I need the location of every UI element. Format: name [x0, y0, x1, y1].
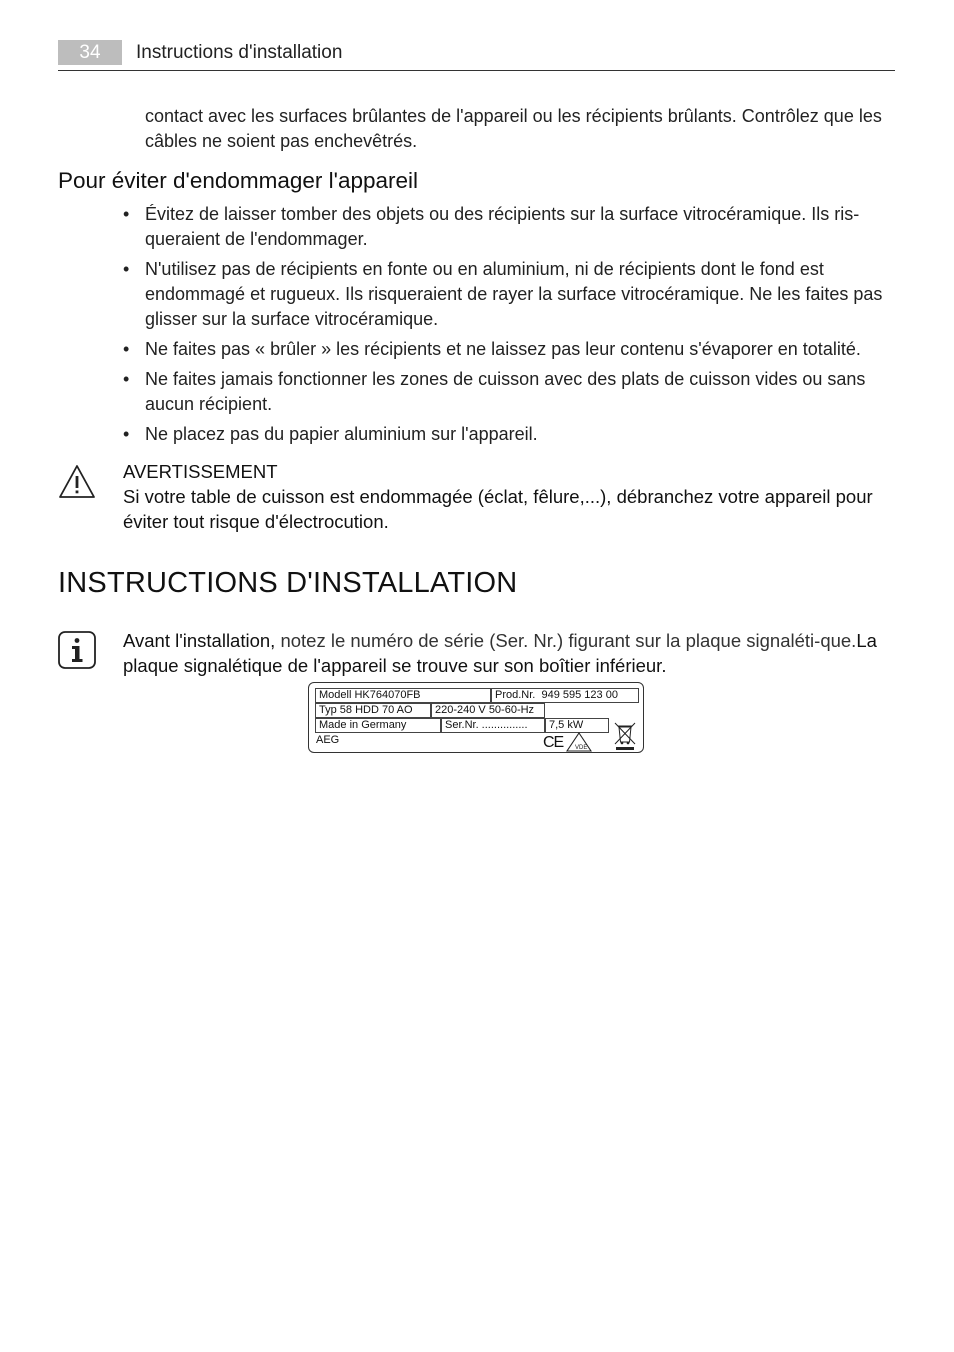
list-item: • Ne faites jamais fonctionner les zones de cuisson avec des plats de cuisson vides ou sans aucun récipient. — [123, 369, 866, 414]
section-heading-install: INSTRUCTIONS D'INSTALLATION — [58, 567, 518, 599]
safety-triangle-icon — [566, 732, 592, 756]
page-number: 34 — [58, 40, 122, 65]
header-title: Instructions d'installation — [136, 42, 343, 63]
ce-mark: CE — [543, 734, 564, 751]
info-end: La plaque signalétique de l'appareil se trouve sur son boîtier inférieur. — [123, 630, 877, 676]
list-item: • N'utilisez pas de récipients en fonte ou en aluminium, ni de récipients dont le fond est endommagé et rugueux. Ils risqueraient de rayer la surface vitrocéramique. Ne les faites pas glisser sur la surface vitrocéramique. — [123, 259, 883, 329]
warning-triangle-icon — [58, 463, 96, 501]
plate-brand: AEG — [316, 734, 340, 746]
plate-modell: Modell HK764070FB — [315, 688, 491, 703]
plate-made-in: Made in Germany — [315, 718, 441, 733]
list-item: • Ne faites pas « brûler » les récipients et ne laissez pas leur contenu s'évaporer en totalité. — [123, 339, 861, 359]
info-block — [123, 628, 883, 678]
plate-prod-nr: Prod.Nr. 949 595 123 00 — [491, 688, 639, 703]
warning-text: Si votre table de cuisson est endommagée (éclat, fêlure,...), débranchez votre appareil pour éviter tout risque d'électrocution. — [123, 486, 873, 532]
rating-plate — [308, 682, 644, 753]
section-heading-damage: Pour éviter d'endommager l'appareil — [58, 168, 419, 193]
page-header — [58, 40, 895, 71]
plate-typ: Typ 58 HDD 70 AO — [315, 703, 431, 718]
list-item: • Évitez de laisser tomber des objets ou des récipients sur la surface vitrocéramique. Ils ris-queraient de l'endommager. — [123, 204, 860, 249]
weee-bin-icon — [613, 721, 637, 755]
continuation-paragraph: contact avec les surfaces brûlantes de l'appareil ou les récipients brûlants. Contrôlez que les câbles ne soient pas enchevêtrés. — [145, 106, 882, 151]
plate-power: 7,5 kW — [545, 718, 609, 733]
info-icon — [58, 631, 96, 669]
list-item: • Ne placez pas du papier aluminium sur l'appareil. — [123, 424, 538, 444]
warning-block — [123, 459, 893, 534]
info-lead: Avant l'installation, — [123, 630, 276, 651]
plate-voltage: 220-240 V 50-60-Hz — [431, 703, 545, 718]
damage-bullet-list — [123, 202, 890, 452]
info-mid: notez le numéro de série (Ser. Nr.) figurant sur la plaque signaléti-que. — [275, 630, 857, 651]
warning-title: AVERTISSEMENT — [123, 461, 278, 482]
svg-text:VDE: VDE — [575, 745, 588, 751]
plate-ser-nr: Ser.Nr. ............... — [441, 718, 545, 733]
